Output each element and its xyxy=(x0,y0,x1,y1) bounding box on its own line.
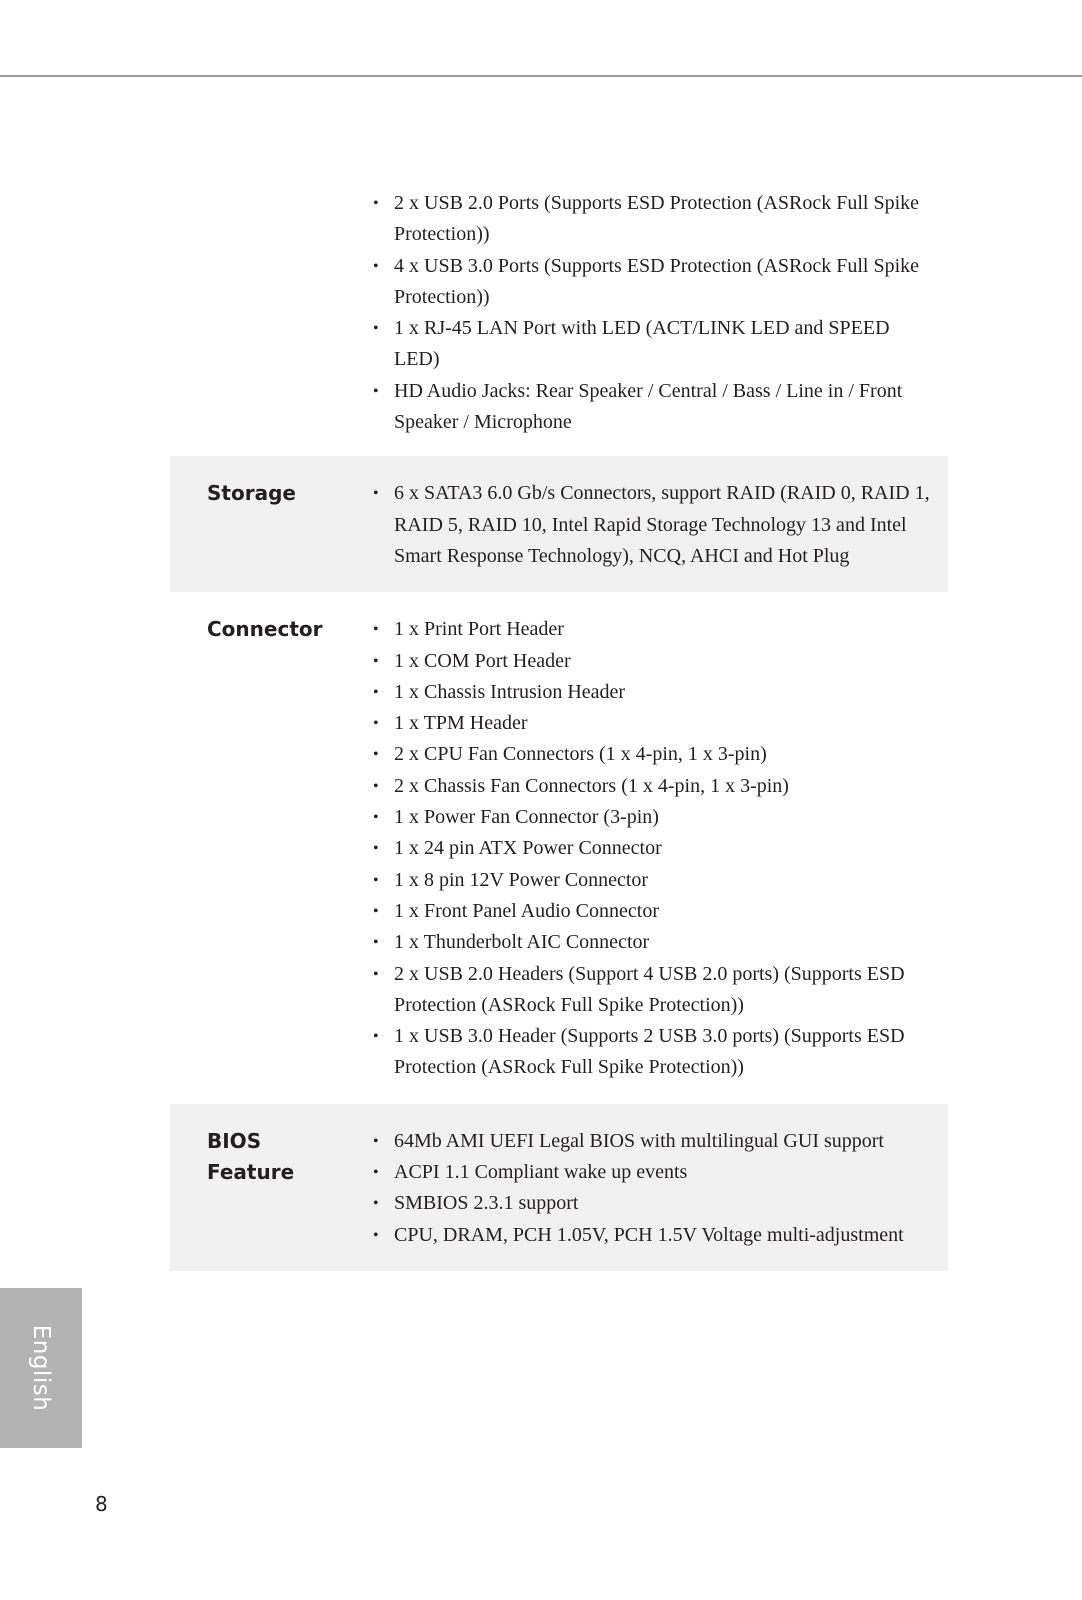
spec-item-text: 1 x RJ-45 LAN Port with LED (ACT/LINK LED and SPEED LED) xyxy=(394,317,890,371)
spec-list-item xyxy=(373,1157,948,1188)
spec-item-text: 1 x Chassis Intrusion Header xyxy=(394,680,626,703)
spec-list-item xyxy=(373,771,948,802)
spec-item-text: 1 x Front Panel Audio Connector xyxy=(394,899,659,922)
spec-item-text: 1 x Print Port Header xyxy=(394,618,564,641)
bullet-icon: • xyxy=(373,257,379,275)
bullet-icon: • xyxy=(373,652,379,670)
spec-list-item xyxy=(373,865,948,896)
bullet-icon: • xyxy=(373,1164,379,1182)
bullet-icon: • xyxy=(373,777,379,795)
spec-item-text: 2 x USB 2.0 Headers (Support 4 USB 2.0 ports) (Supports ESD Protection (ASRock Full Spike Protection)) xyxy=(394,962,905,1016)
spec-row-connector xyxy=(170,592,948,1103)
spec-list-item xyxy=(373,739,948,770)
spec-list-item xyxy=(373,927,948,958)
spec-list-item xyxy=(373,959,948,1022)
spec-item-text: SMBIOS 2.3.1 support xyxy=(394,1192,579,1215)
language-tab-label: English xyxy=(28,1324,54,1412)
specification-table xyxy=(170,188,948,1271)
bullet-icon: • xyxy=(373,934,379,952)
spec-item-text: 2 x CPU Fan Connectors (1 x 4-pin, 1 x 3-pin) xyxy=(394,743,767,766)
spec-list-item xyxy=(373,1188,948,1219)
bullet-icon: • xyxy=(373,320,379,338)
spec-item-text: 1 x COM Port Header xyxy=(394,649,571,672)
bullet-icon: • xyxy=(373,871,379,889)
spec-label-storage: Storage xyxy=(207,481,296,506)
bullet-icon: • xyxy=(373,809,379,827)
spec-item-text: 2 x Chassis Fan Connectors (1 x 4-pin, 1 x 3-pin) xyxy=(394,774,789,797)
spec-list-item xyxy=(373,833,948,864)
bullet-icon: • xyxy=(373,683,379,701)
spec-item-text: 1 x 24 pin ATX Power Connector xyxy=(394,837,662,860)
spec-item-text: 64Mb AMI UEFI Legal BIOS with multilingual GUI support xyxy=(394,1129,884,1152)
bullet-icon: • xyxy=(373,840,379,858)
spec-list-item xyxy=(373,1021,948,1084)
spec-item-text: 1 x USB 3.0 Header (Supports 2 USB 3.0 ports) (Supports ESD Protection (ASRock Full Spike Protection)) xyxy=(394,1025,905,1079)
page-number: 8 xyxy=(95,1492,108,1516)
spec-list-item xyxy=(373,614,948,645)
spec-label-bios: BIOS Feature xyxy=(207,1128,295,1184)
spec-list-item xyxy=(373,313,948,376)
spec-list-item xyxy=(373,188,948,251)
language-tab xyxy=(0,1288,82,1448)
spec-item-text: 2 x USB 2.0 Ports (Supports ESD Protection (ASRock Full Spike Protection)) xyxy=(394,192,920,246)
spec-list-item xyxy=(373,677,948,708)
bullet-icon: • xyxy=(373,1028,379,1046)
spec-item-text: ACPI 1.1 Compliant wake up events xyxy=(394,1161,688,1184)
bullet-icon: • xyxy=(373,1195,379,1213)
bullet-icon: • xyxy=(373,902,379,920)
spec-item-text: 1 x Thunderbolt AIC Connector xyxy=(394,931,650,954)
spec-item-text: 1 x 8 pin 12V Power Connector xyxy=(394,868,649,891)
spec-item-text: 6 x SATA3 6.0 Gb/s Connectors, support RAID (RAID 0, RAID 1, RAID 5, RAID 10, Intel Rapid Storage Technology 13 and Intel Smart Response Technology), NCQ, AHCI and Hot Plug xyxy=(394,482,930,567)
spec-list-item xyxy=(373,896,948,927)
bullet-icon: • xyxy=(373,746,379,764)
bullet-icon: • xyxy=(373,621,379,639)
spec-list-rear-io xyxy=(170,188,948,438)
spec-row-bios xyxy=(170,1104,948,1271)
bullet-icon: • xyxy=(373,195,379,212)
bullet-icon: • xyxy=(373,485,379,503)
bullet-icon: • xyxy=(373,382,379,400)
spec-list-item xyxy=(373,376,948,439)
spec-list-connector xyxy=(170,614,948,1083)
bullet-icon: • xyxy=(373,965,379,983)
bullet-icon: • xyxy=(373,715,379,733)
spec-item-text: 4 x USB 3.0 Ports (Supports ESD Protection (ASRock Full Spike Protection)) xyxy=(394,254,920,308)
spec-row-storage xyxy=(170,456,948,592)
spec-list-item xyxy=(373,708,948,739)
bullet-icon: • xyxy=(373,1132,379,1150)
spec-item-text: 1 x Power Fan Connector (3-pin) xyxy=(394,806,659,829)
spec-list-item xyxy=(373,802,948,833)
spec-list-item xyxy=(373,1126,948,1157)
spec-item-text: HD Audio Jacks: Rear Speaker / Central / Bass / Line in / Front Speaker / Microphone xyxy=(394,379,903,434)
spec-item-text: CPU, DRAM, PCH 1.05V, PCH 1.5V Voltage multi-adjustment xyxy=(394,1223,904,1246)
spec-list-item xyxy=(373,478,948,572)
header-rule xyxy=(0,75,1082,77)
spec-list-item xyxy=(373,251,948,314)
bullet-icon: • xyxy=(373,1226,379,1244)
spec-list-item xyxy=(373,646,948,677)
spec-row-rear-io xyxy=(170,188,948,456)
spec-list-item xyxy=(373,1220,948,1251)
spec-label-connector: Connector xyxy=(207,617,323,642)
spec-item-text: 1 x TPM Header xyxy=(394,712,528,735)
